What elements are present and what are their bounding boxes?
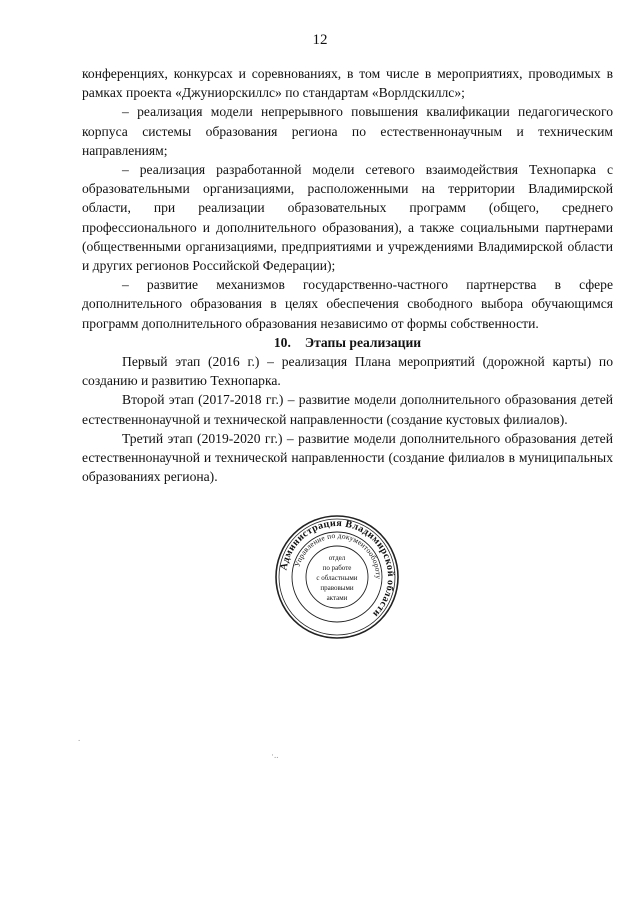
stamp-center-line: по работе	[322, 564, 352, 572]
stamp-center-line: отдел	[328, 554, 346, 562]
stamp-center-line: правовыми	[320, 584, 354, 592]
stamp-center-line: актами	[326, 594, 348, 602]
stamp-center	[316, 554, 357, 602]
paragraph-continuation: конференциях, конкурсах и соревнованиях, в том числе в мероприятиях, проводимых в рамках проекта «Джуниорскиллс» по стандартам «Ворлдскиллс»;	[82, 66, 613, 101]
stage-2: Второй этап (2017-2018 гг.) – развитие модели дополнительного образования детей естественнонаучной и технической направленности (создание кустовых филиалов).	[82, 392, 613, 427]
scan-speck: ·..	[271, 750, 279, 760]
body-text	[82, 64, 613, 486]
official-stamp	[274, 514, 400, 640]
list-item-network-model: – реализация разработанной модели сетевого взаимодействия Технопарка с образовательными организациями, расположенными на территории Владимирской области, при реализации образовательных программ (общего, среднего профессионального и дополнительного образования), а также социальными партнерами (общественными организациями, предприятиями и учреждениями Владимирской области и других регионов Российской Федерации);	[82, 162, 613, 274]
page-number: 12	[312, 32, 328, 48]
section-heading	[82, 333, 613, 352]
stage-1: Первый этап (2016 г.) – реализация Плана мероприятий (дорожной карты) по созданию и развитию Технопарка.	[82, 354, 613, 389]
section-number: 10.	[273, 334, 291, 350]
scan-speck: .	[78, 733, 81, 743]
stamp-center-line: с областными	[316, 574, 358, 582]
stamp-inner-text: Управление по документообороту	[292, 530, 384, 580]
section-title: Этапы реализации	[304, 334, 422, 350]
stage-3: Третий этап (2019-2020 гг.) – развитие модели дополнительного образования детей естественнонаучной и технической направленности (создание филиалов в муниципальных образованиях региона).	[82, 430, 613, 485]
list-item-partnership: – развитие механизмов государственно-частного партнерства в сфере дополнительного образования в целях обеспечения свободного выбора обучающимся программ дополнительного образования независимо от формы собственности.	[82, 277, 613, 331]
stamp-outer-text: Администрация Владимирской области	[278, 517, 397, 620]
list-item-qualification: – реализация модели непрерывного повышения квалификации педагогического корпуса системы образования региона по естественнонаучным и техническим направлениям;	[82, 104, 613, 158]
